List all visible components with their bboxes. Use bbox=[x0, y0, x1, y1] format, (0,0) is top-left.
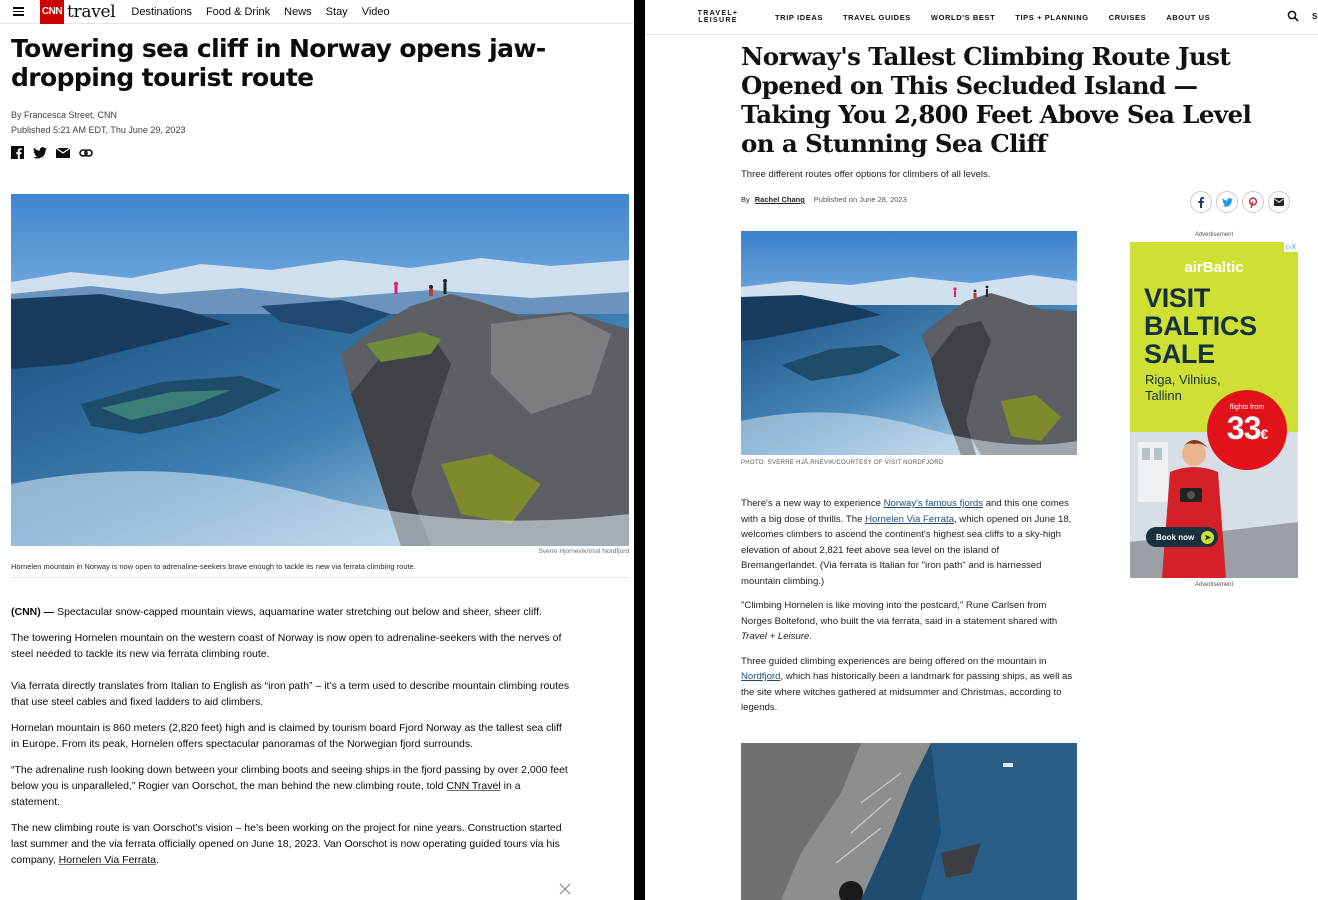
paragraph-text: , which has historically been a landmark for passing ships, as well as the site where witches gathered at midsummer and Christmas, according to legends. bbox=[741, 671, 1073, 713]
paragraph bbox=[11, 762, 571, 810]
tl-logo[interactable] bbox=[689, 10, 747, 24]
article-body bbox=[741, 496, 1077, 725]
nav-travel-guides[interactable]: TRAVEL GUIDES bbox=[842, 12, 911, 22]
tl-top-nav bbox=[645, 0, 1318, 35]
share-bar bbox=[1190, 191, 1290, 213]
paragraph bbox=[741, 654, 1077, 716]
ad-price-badge bbox=[1207, 390, 1287, 470]
ad-cities-line: Tallinn bbox=[1145, 388, 1182, 403]
subheadline: Three different routes offer options for climbers of all levels. bbox=[741, 169, 991, 180]
paragraph-text: Spectacular snow-capped mountain views, aquamarine water stretching out below and sheer, sheer cliff. bbox=[54, 606, 542, 618]
paragraph-text: “The adrenaline rush looking down between your climbing boots and seeing ships in the fjord passing by over 2,000 feet below you is unparalleled,” Rogier van Oorschot, the man behind the new climbing route, told bbox=[11, 764, 568, 792]
norways-fjords-link[interactable]: Norway's famous fjords bbox=[883, 498, 984, 509]
pinterest-icon bbox=[1248, 197, 1258, 208]
ad-headline-line: SALE bbox=[1144, 339, 1215, 369]
headline: Norway's Tallest Climbing Route Just Opened on This Secluded Island — Taking You 2,800 Feet Above Sea Level on a Stunning Sea Cliff bbox=[741, 42, 1252, 158]
paragraph bbox=[11, 820, 571, 868]
nav-news[interactable]: News bbox=[284, 5, 312, 18]
headline: Towering sea cliff in Norway opens jaw-dropping tourist route bbox=[11, 34, 546, 92]
screen-divider bbox=[634, 0, 645, 900]
nav-trip-ideas[interactable]: TRIP IDEAS bbox=[775, 12, 823, 22]
facebook-icon[interactable] bbox=[11, 146, 24, 159]
paragraph-text: . bbox=[809, 631, 813, 642]
ad-headline-line: VISIT bbox=[1144, 283, 1211, 313]
share-bar bbox=[11, 146, 93, 159]
image-caption: Hornelen mountain in Norway is now open to adrenaline-seekers brave enough to tackle its new via ferrata climbing route. bbox=[11, 562, 416, 571]
book-now-button[interactable] bbox=[1146, 527, 1218, 547]
author-link[interactable]: Rachel Chang bbox=[754, 195, 805, 204]
nordfjord-link[interactable]: Nordfjord bbox=[741, 671, 781, 682]
hero-image bbox=[741, 231, 1077, 455]
byline: By Francesca Street, CNN bbox=[11, 110, 118, 120]
link-icon[interactable] bbox=[79, 148, 93, 158]
ad-label: Advertisement bbox=[1194, 232, 1234, 238]
paragraph-text: "Climbing Hornelen is like moving into the postcard," Rune Carlsen from Norges Boltefond, who built the via ferrata, said in a statement shared with bbox=[741, 600, 1058, 627]
nav-destinations[interactable]: Destinations bbox=[131, 5, 192, 18]
paragraph bbox=[11, 604, 571, 620]
paragraph: The towering Hornelen mountain on the western coast of Norway is now open to adrenaline-seekers with the nerves of steel needed to tackle its new via ferrata climbing route. bbox=[11, 632, 562, 660]
published-date: Published on June 28, 2023 bbox=[813, 195, 907, 204]
search-icon[interactable] bbox=[1287, 10, 1299, 22]
by-label: By bbox=[741, 195, 750, 204]
cnn-top-nav bbox=[0, 0, 634, 24]
nav-about-us[interactable]: ABOUT US bbox=[1166, 12, 1211, 22]
nav-overflow[interactable]: S bbox=[1312, 12, 1318, 21]
published-date: Published 5:21 AM EDT, Thu June 29, 2023 bbox=[11, 125, 186, 135]
nav-food-drink[interactable]: Food & Drink bbox=[205, 5, 271, 18]
twitter-icon[interactable] bbox=[33, 147, 47, 159]
paragraph-text: Three guided climbing experiences are being offered on the mountain in bbox=[741, 655, 1047, 667]
facebook-icon bbox=[1198, 197, 1204, 208]
logo-line: LEISURE bbox=[698, 17, 738, 24]
ad-choices-icon[interactable]: ▷X bbox=[1285, 244, 1296, 251]
hornelen-via-ferrata-link[interactable]: Hornelen Via Ferrata bbox=[58, 854, 156, 866]
dateline: (CNN) — bbox=[11, 606, 55, 618]
paragraph-text: and this one comes with a big dose of thrills. The bbox=[741, 498, 1069, 525]
caption-divider bbox=[11, 577, 629, 578]
ad-cities-line: Riga, Vilnius, bbox=[1145, 372, 1221, 387]
cnn-travel-link[interactable]: CNN Travel bbox=[446, 780, 501, 792]
article-body bbox=[11, 604, 571, 878]
ad-price-currency: € bbox=[1260, 426, 1268, 442]
hero-image bbox=[11, 194, 629, 546]
share-facebook-button[interactable] bbox=[1190, 191, 1212, 213]
logo-line: TRAVEL+ bbox=[697, 10, 739, 17]
close-icon[interactable] bbox=[558, 882, 572, 896]
share-email-button[interactable] bbox=[1268, 191, 1290, 213]
ad-headline-line: BALTICS bbox=[1144, 311, 1257, 341]
hornelen-via-ferrata-link[interactable]: Hornelen Via Ferrata bbox=[865, 513, 954, 525]
secondary-image bbox=[741, 743, 1077, 900]
paragraph-text: in a statement. bbox=[11, 780, 521, 808]
photo-credit: PHOTO: SVERRE HJÅ,RNEVIK/COURTESY OF VISIT NORDFJORD bbox=[741, 460, 944, 466]
ad-headline bbox=[1144, 284, 1257, 368]
ad-label: Advertisement bbox=[1194, 582, 1234, 588]
paragraph bbox=[741, 496, 1077, 589]
cnn-logo[interactable]: CNN bbox=[40, 0, 64, 24]
photo-credit: Sverre Hjornevik/Visit Nordfjord bbox=[538, 548, 629, 555]
ad-price-label: flights from bbox=[1229, 404, 1265, 411]
paragraph bbox=[741, 598, 1077, 645]
paragraph: Hornelan mountain is 860 meters (2,820 feet) high and is claimed by tourism board Fjord Norway as the tallest sea cliff in Europe. From its peak, Hornelen offers spectacular panoramas of the Norwegian fjord surrounds. bbox=[11, 722, 562, 750]
nav-video[interactable]: Video bbox=[361, 5, 390, 18]
nav-tips-planning[interactable]: TIPS + PLANNING bbox=[1015, 12, 1089, 22]
arrow-right-icon: ➤ bbox=[1201, 531, 1214, 544]
email-icon bbox=[1274, 198, 1284, 206]
book-now-label: Book now bbox=[1156, 532, 1195, 542]
twitter-icon bbox=[1222, 198, 1233, 207]
byline bbox=[741, 195, 907, 204]
share-pinterest-button[interactable] bbox=[1242, 191, 1264, 213]
paragraph-text: . bbox=[155, 854, 159, 866]
publication-name: Travel + Leisure bbox=[741, 631, 810, 642]
ad-price bbox=[1207, 411, 1287, 451]
paragraph-text: There's a new way to experience bbox=[741, 498, 884, 509]
ad-price-value: 33 bbox=[1226, 410, 1261, 446]
ad-brand: airBaltic bbox=[1184, 259, 1244, 276]
nav-worlds-best[interactable]: WORLD'S BEST bbox=[930, 12, 996, 22]
email-icon[interactable] bbox=[56, 148, 70, 158]
tl-article-pane bbox=[645, 0, 1318, 900]
paragraph-text: The new climbing route is van Oorschot’s vision – he’s been working on the project for nine years. Construction started last summer and the via ferrata officially opened on June 18, 2023. Van Oorschot is now operating guided tours via his company, bbox=[11, 822, 562, 866]
menu-icon[interactable] bbox=[0, 0, 36, 24]
share-twitter-button[interactable] bbox=[1216, 191, 1238, 213]
nav-stay[interactable]: Stay bbox=[325, 5, 348, 18]
cnn-article-pane bbox=[0, 0, 634, 900]
paragraph-text: , which opened on June 18, welcomes climbers to ascend the continent's highest sea cliffs to a sky-high elevation of about 2,821 feet above sea level on the island of Bremangerlandet. (Via ferrata is Italian for "iron path" and is harnessed mountain climbing.) bbox=[741, 513, 1072, 587]
nav-cruises[interactable]: CRUISES bbox=[1108, 12, 1147, 22]
section-name[interactable]: travel bbox=[67, 1, 116, 22]
advertisement[interactable] bbox=[1130, 242, 1298, 578]
paragraph: Via ferrata directly translates from Italian to English as “iron path” – it’s a term used to describe mountain climbing routes that use steel cables and fixed ladders to aid climbers. bbox=[11, 680, 570, 708]
